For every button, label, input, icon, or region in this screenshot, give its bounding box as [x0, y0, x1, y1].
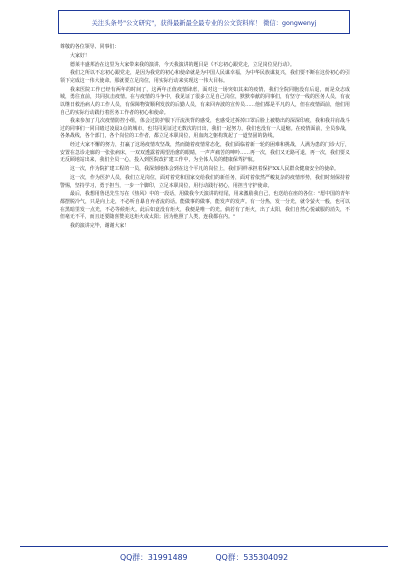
body-paragraph: 我来医院工作已经有两年的时间了，这两年正值疫情肆虐，面对这一场突如其来的疫情，我们全院同胞没有后退，而是众志成城，勇往直前，共同抗击疫情。在与疫情的斗争中，我见证了很多立足自己岗位，默默奉献的同事们，有坚守一线的医务人员，有夜以继日救治病人的工作人员，有保障物资顺利发放的后勤人员，有来回奔波的宣传员……他们都是平凡的人，但在疫情面前，他们用自己的实际行动践行着医务工作者的初心和使命。	[60, 86, 350, 116]
footer-qq-group-2: QQ群：535304092	[215, 553, 289, 562]
closing-paragraph: 我的演讲完毕，谢谢大家！	[70, 222, 130, 229]
greeting-paragraph: 大家好！	[70, 52, 90, 59]
document-footer	[0, 552, 408, 564]
body-paragraph: 经过大家不懈的努力，打赢了这场疫情攻坚战，然而随着疫情常态化，我们面临着新一轮的困难和挑战，人满为患的门诊大厅，安置在急诊走廊的一张张病床，一双双透露着渴望治愈的眼睛，一声声痛苦的呻吟……再一次，我们又无路可退，再一次，我们要义无反顾地站出来，我们全员一心，投入到医院改扩建工作中，为全体人员的健康保驾护航。	[60, 142, 350, 164]
footer-divider	[20, 546, 388, 547]
body-paragraph: 我来参加了几次疫情防控小组，体会过防护服下汗流浃背的感受，也感受过拆掉口罩后脸上被勒出的深深印痕，我和我并肩战斗过的同事们一同目睹过凌晨3点的城市，也共同见证过无数次的日出，我们一起努力，我们也没有一人退缩。在疫情面前，全员参战，各条战线，各个部门，各个岗位的工作者，都立足本职岗位，用血肉之躯构筑起了一道坚固的防线。	[60, 118, 350, 140]
header-promo-text: 关注头条号"公文研究"，获得最新最全最专业的公文资料库！ 微信：gongwenyj	[91, 19, 317, 27]
body-paragraph: 这一次，作为院扩建工程的一员，我深刻地体会到在这个平凡的岗位上，我们同样承担着保护XX人民群众健康安全的使命。	[70, 166, 339, 173]
body-paragraph: 德莱丰盛邦治在这里为大家带来我的演讲，今天我演讲的题目是《不忘初心跟党走，立足岗位见行动》。	[70, 61, 295, 68]
salutation-paragraph: 尊敬的各位领导、同事们：	[60, 44, 120, 50]
document-header-banner	[58, 10, 350, 34]
document-body	[60, 44, 350, 232]
body-paragraph: 我们之所以不忘初心跟党走，是因为我党的初心和使命就是为中国人民谋幸福，为中华民族谋复兴，我们要不断在这份初心的引领下完成这一伟大使命。那就要立足岗位，用实际行动来实现这一伟大目标。	[60, 70, 350, 84]
footer-qq-group-1: QQ群：31991489	[119, 553, 188, 562]
body-paragraph: 最后，我想用鲁迅先生写在《热风》中的一段话，用做我今天演讲的结尾，用来激励我自己，也送给在座的各位："愿中国的青年都摆脱冷气，只是向上走，不必听自暴自弃者流的话。能做事的做事，能发声的发声。有一分热，发一分光，就令萤火一般，也可以在黑暗里发一点光，不必等候炬火。此后如竟没有炬火，我便是唯一的光。倘若有了炬火，出了太阳，我们自然心悦诚服的消失，不但毫无不平，而且还要随喜赞美这炬火或太阳；因为他照了人类，连我都在内。"	[60, 191, 350, 221]
body-paragraph: 这一次，作为医护人员，我们立足岗位，面对着党和国家交给我们的新任务，面对着依然严峻复杂的疫情形势，我们时刻保持着警惕，坚持学习，勇于担当，一步一个脚印，立足本职岗位，用行动践行初心，用担当守护使命。	[60, 175, 350, 189]
